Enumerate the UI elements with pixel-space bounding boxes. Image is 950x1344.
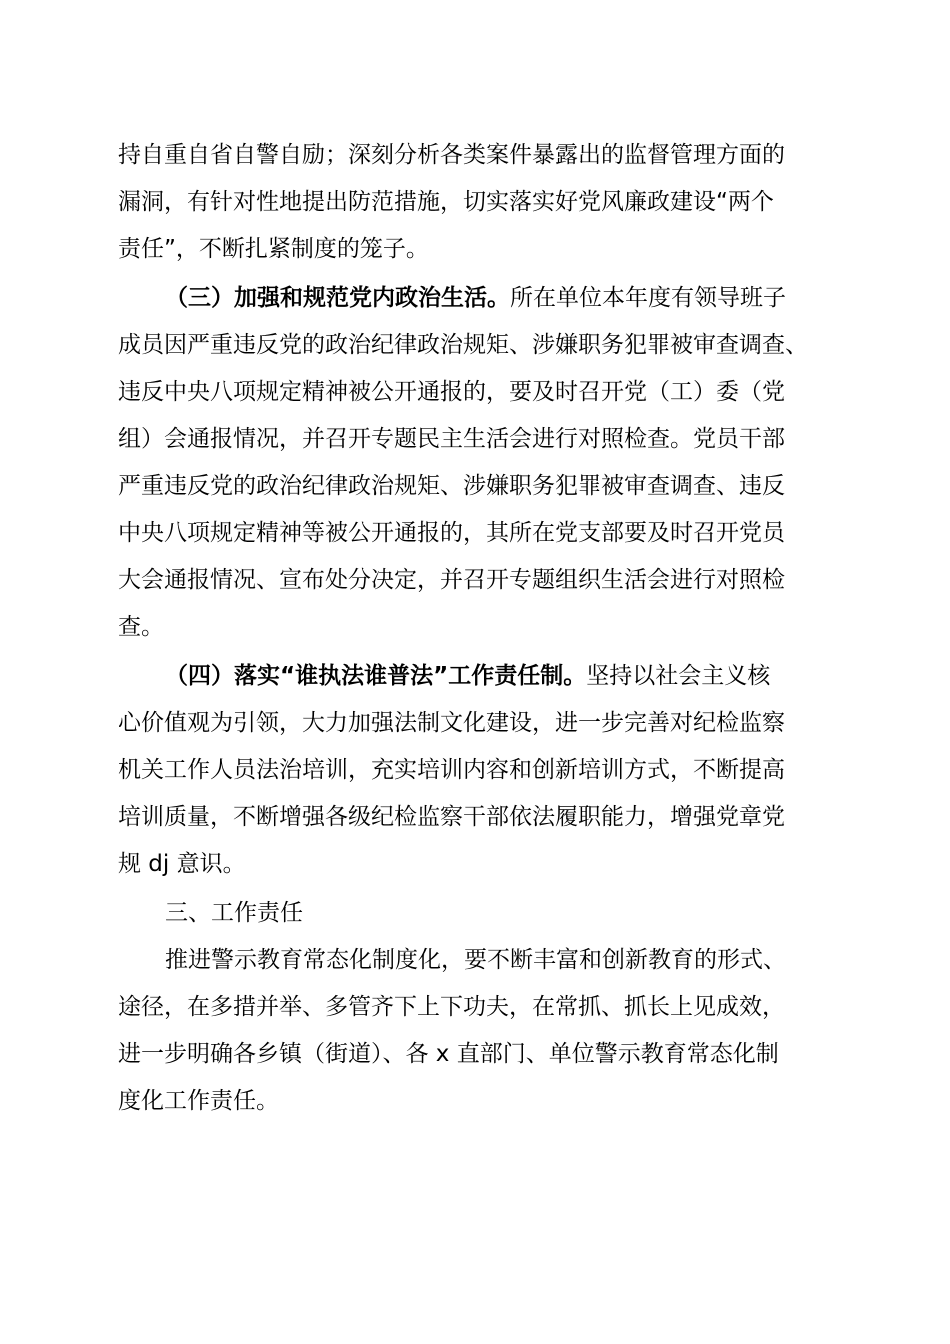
body-text-line: 进一步明确各乡镇（街道）、各 x 直部门、单位警示教育常态化制 <box>118 1041 779 1067</box>
body-text: 所在单位本年度有领导班子 <box>510 285 786 311</box>
body-text-line: 成员因严重违反党的政治纪律政治规矩、涉嫌职务犯罪被审查调查、 <box>118 332 808 358</box>
body-text-line: 大会通报情况、宣布处分决定，并召开专题组织生活会进行对照检 <box>118 567 785 593</box>
body-text-line: 查。 <box>118 614 164 640</box>
body-text-line: 中央八项规定精神等被公开通报的，其所在党支部要及时召开党员 <box>118 520 785 546</box>
body-text-line: 度化工作责任。 <box>118 1088 279 1114</box>
body-text-line: 严重违反党的政治纪律政治规矩、涉嫌职务犯罪被审查调查、违反 <box>118 473 785 499</box>
body-text-line: 机关工作人员法治培训，充实培训内容和创新培训方式，不断提高 <box>118 757 785 783</box>
section-heading-3: （三）加强和规范党内政治生活。 <box>165 285 510 311</box>
section-heading-4: （四）落实“谁执法谁普法”工作责任制。 <box>165 663 587 689</box>
body-text-line: 心价值观为引领，大力加强法制文化建设，进一步完善对纪检监察 <box>118 710 785 736</box>
body-text-line: 漏洞，有针对性地提出防范措施，切实落实好党风廉政建设“两个 <box>118 189 774 215</box>
section-title: 三、工作责任 <box>165 900 303 926</box>
body-text-line: 规 dj 意识。 <box>118 851 246 877</box>
body-text-line: 培训质量，不断增强各级纪检监察干部依法履职能力，增强党章党 <box>118 804 785 830</box>
body-text-line: 责任”，不断扎紧制度的笼子。 <box>118 236 429 262</box>
body-text-line: 持自重自省自警自励；深刻分析各类案件暴露出的监督管理方面的 <box>118 142 785 168</box>
paragraph-first-line: 推进警示教育常态化制度化，要不断丰富和创新教育的形式、 <box>165 947 786 973</box>
body-text: 坚持以社会主义核 <box>586 663 771 689</box>
body-text-line: 违反中央八项规定精神被公开通报的，要及时召开党（工）委（党 <box>118 379 785 405</box>
body-text-line: 组）会通报情况，并召开专题民主生活会进行对照检查。党员干部 <box>118 426 785 452</box>
body-text-line: 途径，在多措并举、多管齐下上下功夫，在常抓、抓长上见成效， <box>118 994 785 1020</box>
paragraph-first-line <box>165 282 786 314</box>
paragraph-first-line <box>165 660 770 692</box>
